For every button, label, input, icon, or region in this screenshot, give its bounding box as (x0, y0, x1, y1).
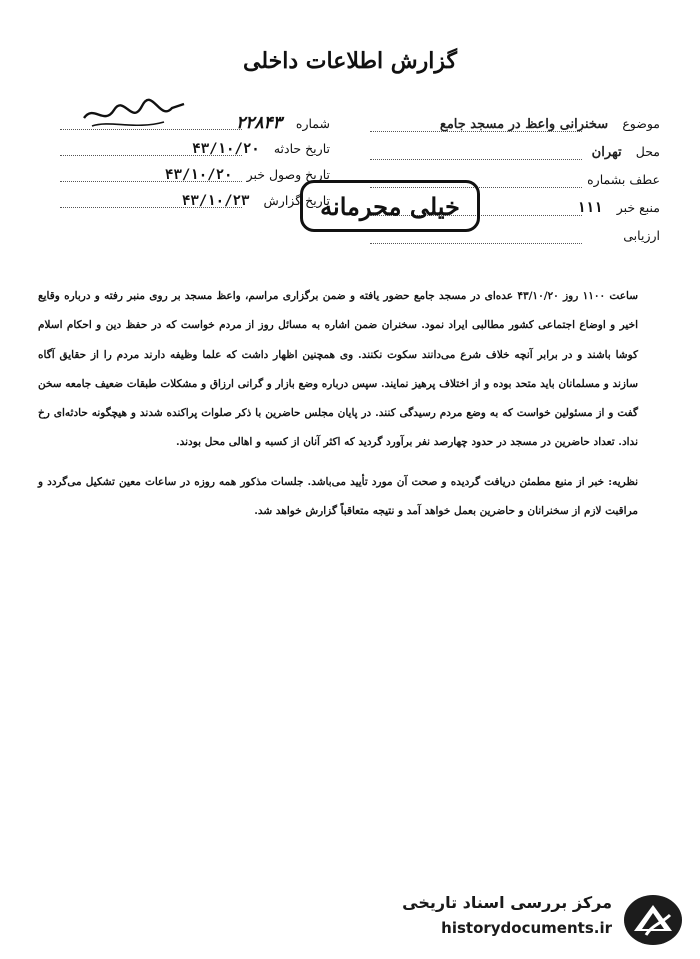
report-body (38, 282, 638, 526)
watermark-logo (386, 891, 686, 951)
report-metadata-left (60, 110, 330, 214)
archive-emblem-icon (622, 893, 684, 947)
meta-label: تاریخ وصول خبر (246, 167, 330, 182)
meta-value: ۴۳/۱۰/۲۳ (181, 193, 250, 209)
meta-value: ۴۳/۱۰/۲۰ (165, 167, 233, 183)
stamp-text: خیلی محرمانه (320, 191, 460, 221)
meta-label: موضوع (622, 116, 660, 131)
report-paragraph: نظریه: خبر از منبع مطمئن دریافت گردیده و صحت آن مورد تأیید می‌باشد. جلسات مذکور همه روزه در ساعات معین تشکیل می‌گردد و مراقبت لازم از سخنرانان و حاضرین بعمل خواهد آمد و نتیجه متعاقباً گزارش خواهد شد. (38, 475, 638, 518)
meta-label: عطف بشماره (587, 172, 660, 187)
meta-row-number (60, 110, 330, 136)
meta-label: منبع خبر (616, 200, 660, 215)
meta-label: تاریخ گزارش (263, 193, 330, 208)
confidential-stamp (300, 180, 480, 232)
document-title: گزارش اطلاعات داخلی (243, 48, 457, 74)
meta-label: محل (635, 144, 660, 159)
meta-label: تاریخ حادثه (273, 141, 330, 156)
meta-label: شماره (295, 116, 330, 131)
meta-row-incident-date (60, 136, 330, 162)
meta-value: ۴۳/۱۰/۲۰ (192, 141, 260, 157)
meta-value: ۱۱۱ (577, 200, 603, 216)
meta-row-received-date (60, 162, 330, 188)
meta-value: تهران (591, 145, 622, 160)
watermark-url: historydocuments.ir (441, 919, 612, 937)
meta-row-subject (370, 110, 660, 138)
meta-label: ارزیابی (623, 228, 660, 243)
meta-row-report-date (60, 188, 330, 214)
meta-row-location (370, 138, 660, 166)
report-paragraph: ساعت ۱۱۰۰ روز ۴۳/۱۰/۲۰ عده‌ای در مسجد جامع حضور یافته و ضمن برگزاری مراسم، واعظ مسجد بر روی منبر رفته و درباره وقایع اخیر و اوضاع اجتماعی کشور مطالبی ایراد نمود. سخنران ضمن اشاره به مسائل روز از مردم خواست که در حفظ دین و احکام اسلام کوشا باشند و در برابر آنچه خلاف شرع می‌دانند سکوت نکنند. وی همچنین اظهار داشت که علما وظیفه دارند مردم را از حقایق آگاه سازند و مسلمانان باید متحد بوده و از اختلاف پرهیز نمایند. سپس درباره وضع بازار و گرانی ارزاق و مشکلات طبقات ضعیف جامعه سخن گفت و از مسئولین خواست که به وضع مردم رسیدگی کنند. در پایان مجلس حاضرین با ذکر صلوات پراکنده شدند و هیچگونه حادثه‌ای رخ نداد. تعداد حاضرین در مسجد در حدود چهارصد نفر برآورد گردید که اکثر آنان از کسبه و اهالی محل بودند. (38, 290, 638, 449)
meta-value: سخنرانی واعظ در مسجد جامع (439, 117, 609, 132)
meta-value: ۲۲۸۴۳ (236, 113, 282, 133)
watermark-name: مرکز بررسی اسناد تاریخی (402, 893, 612, 912)
